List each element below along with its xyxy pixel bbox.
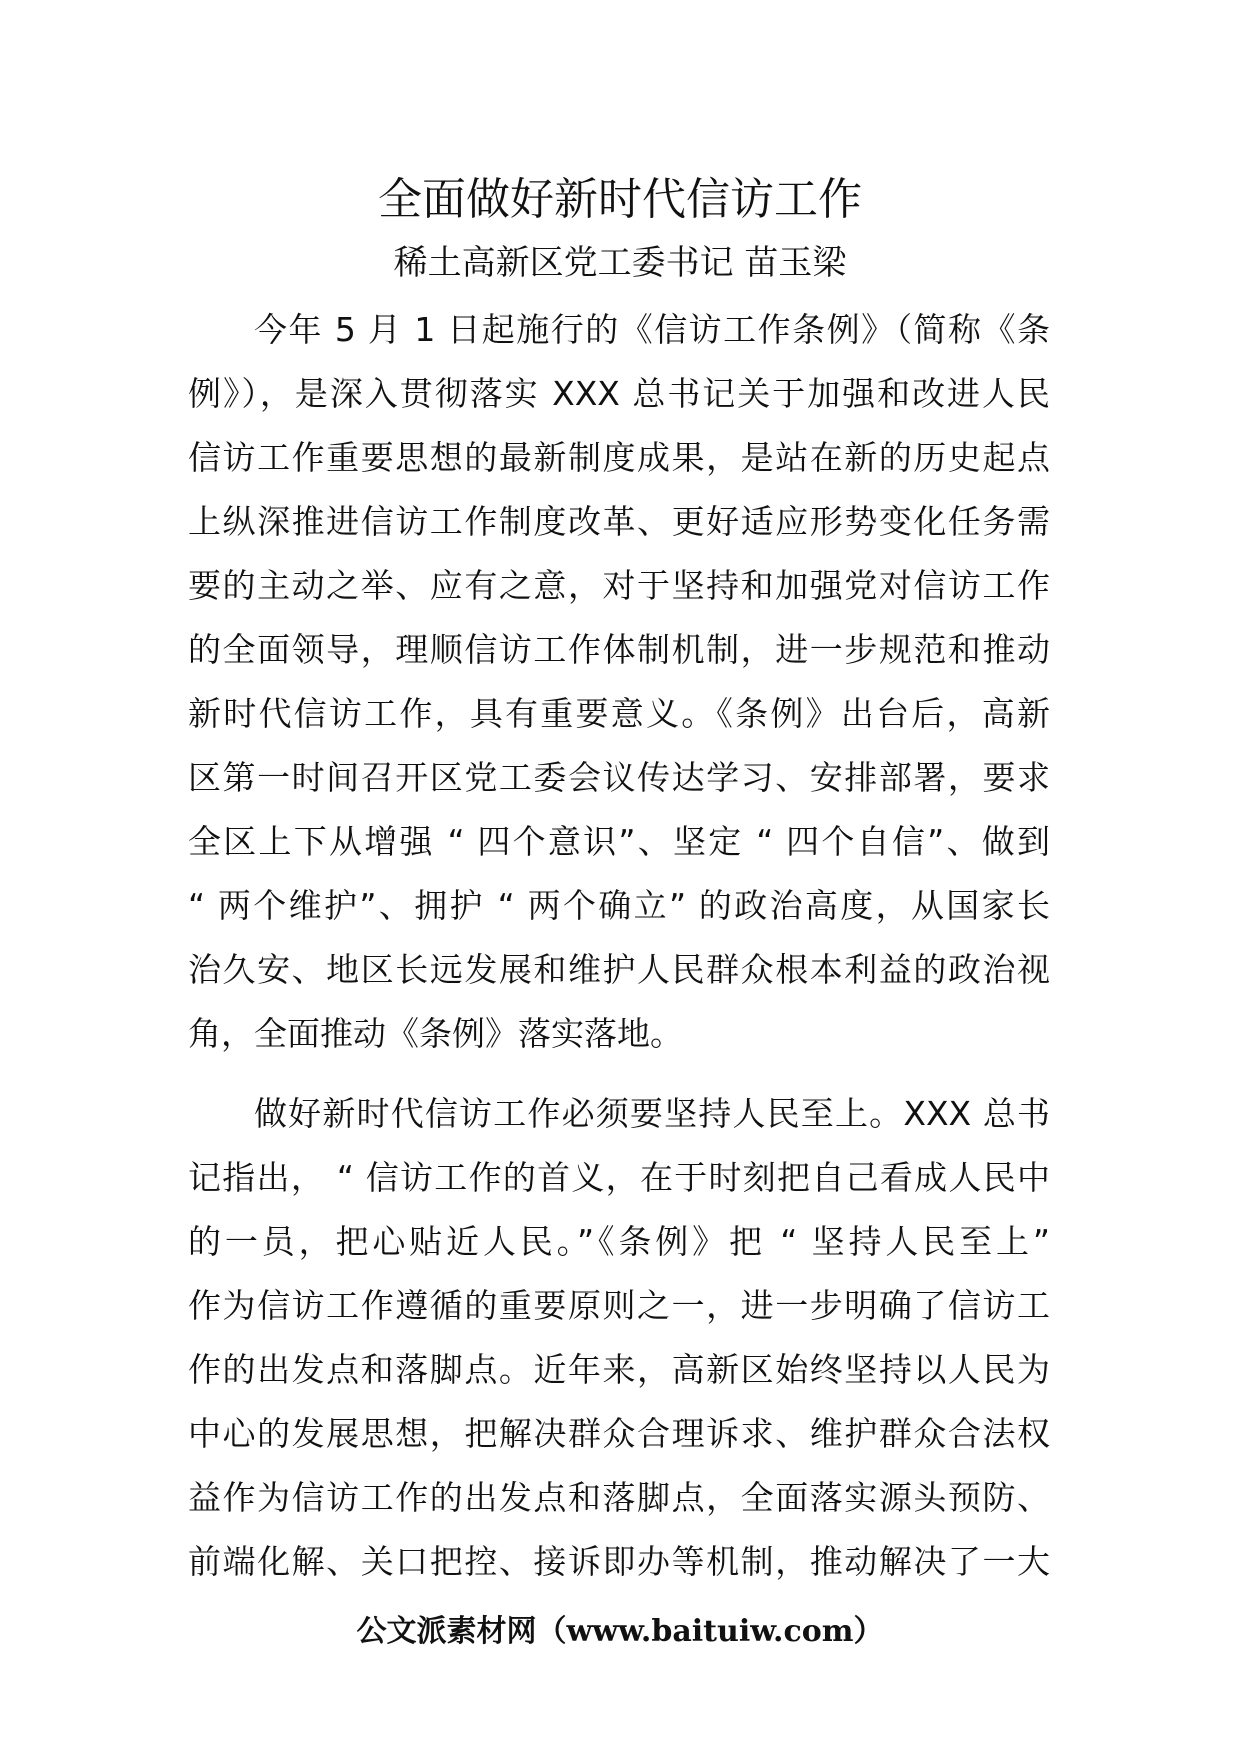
paragraph-line: 益作为信访工作的出发点和落脚点，全面落实源头预防、	[188, 1478, 1050, 1517]
paragraph-line: 作为信访工作遵循的重要原则之一，进一步明确了信访工	[188, 1286, 1050, 1325]
paragraph-line: 例》），是深入贯彻落实 XXX 总书记关于加强和改进人民	[188, 374, 1050, 413]
paragraph-2	[188, 1082, 1050, 1594]
document-subtitle: 稀土高新区党工委书记 苗玉梁	[393, 243, 847, 283]
paragraph-line: 治久安、地区长远发展和维护人民群众根本利益的政治视	[188, 950, 1050, 989]
paragraph-line: 今年 5 月 1 日起施行的《信访工作条例》（简称《条	[254, 310, 1050, 349]
paragraph-line: 信访工作重要思想的最新制度成果，是站在新的历史起点	[188, 438, 1050, 477]
paragraph-line: 的全面领导，理顺信访工作体制机制，进一步规范和推动	[188, 630, 1050, 669]
paragraph-line: 角，全面推动《条例》落实落地。	[188, 1014, 683, 1053]
paragraph-gap	[188, 1066, 1050, 1082]
paragraph-line: 记指出， “ 信访工作的首义，在于时刻把自己看成人民中	[188, 1158, 1050, 1197]
document-title: 全面做好新时代信访工作	[378, 174, 862, 225]
paragraph-line: 中心的发展思想，把解决群众合理诉求、维护群众合法权	[188, 1414, 1050, 1453]
paragraph-line: 区第一时间召开区党工委会议传达学习、安排部署，要求	[188, 758, 1050, 797]
paragraph-line: 上纵深推进信访工作制度改革、更好适应形势变化任务需	[188, 502, 1050, 541]
paragraph-1	[188, 298, 1050, 1066]
paragraph-line: 前端化解、关口把控、接诉即办等机制，推动解决了一大	[188, 1542, 1050, 1581]
paragraph-line: 全区上下从增强 “ 四个意识”、坚定 “ 四个自信”、做到	[188, 822, 1050, 861]
paragraph-line: 要的主动之举、应有之意，对于坚持和加强党对信访工作	[188, 566, 1050, 605]
paragraph-line: 做好新时代信访工作必须要坚持人民至上。XXX 总书	[254, 1094, 1050, 1133]
paragraph-line: 新时代信访工作，具有重要意义。《条例》出台后，高新	[188, 694, 1050, 733]
document-body	[188, 298, 1050, 1594]
paragraph-line: 作的出发点和落脚点。近年来，高新区始终坚持以人民为	[188, 1350, 1050, 1389]
paragraph-line: 的一员，把心贴近人民。”《条例》把 “ 坚持人民至上”	[188, 1222, 1050, 1261]
paragraph-line: “ 两个维护”、拥护 “ 两个确立” 的政治高度，从国家长	[188, 886, 1050, 925]
footer-source: 公文派素材网（www.baituiw.com）	[356, 1614, 884, 1649]
